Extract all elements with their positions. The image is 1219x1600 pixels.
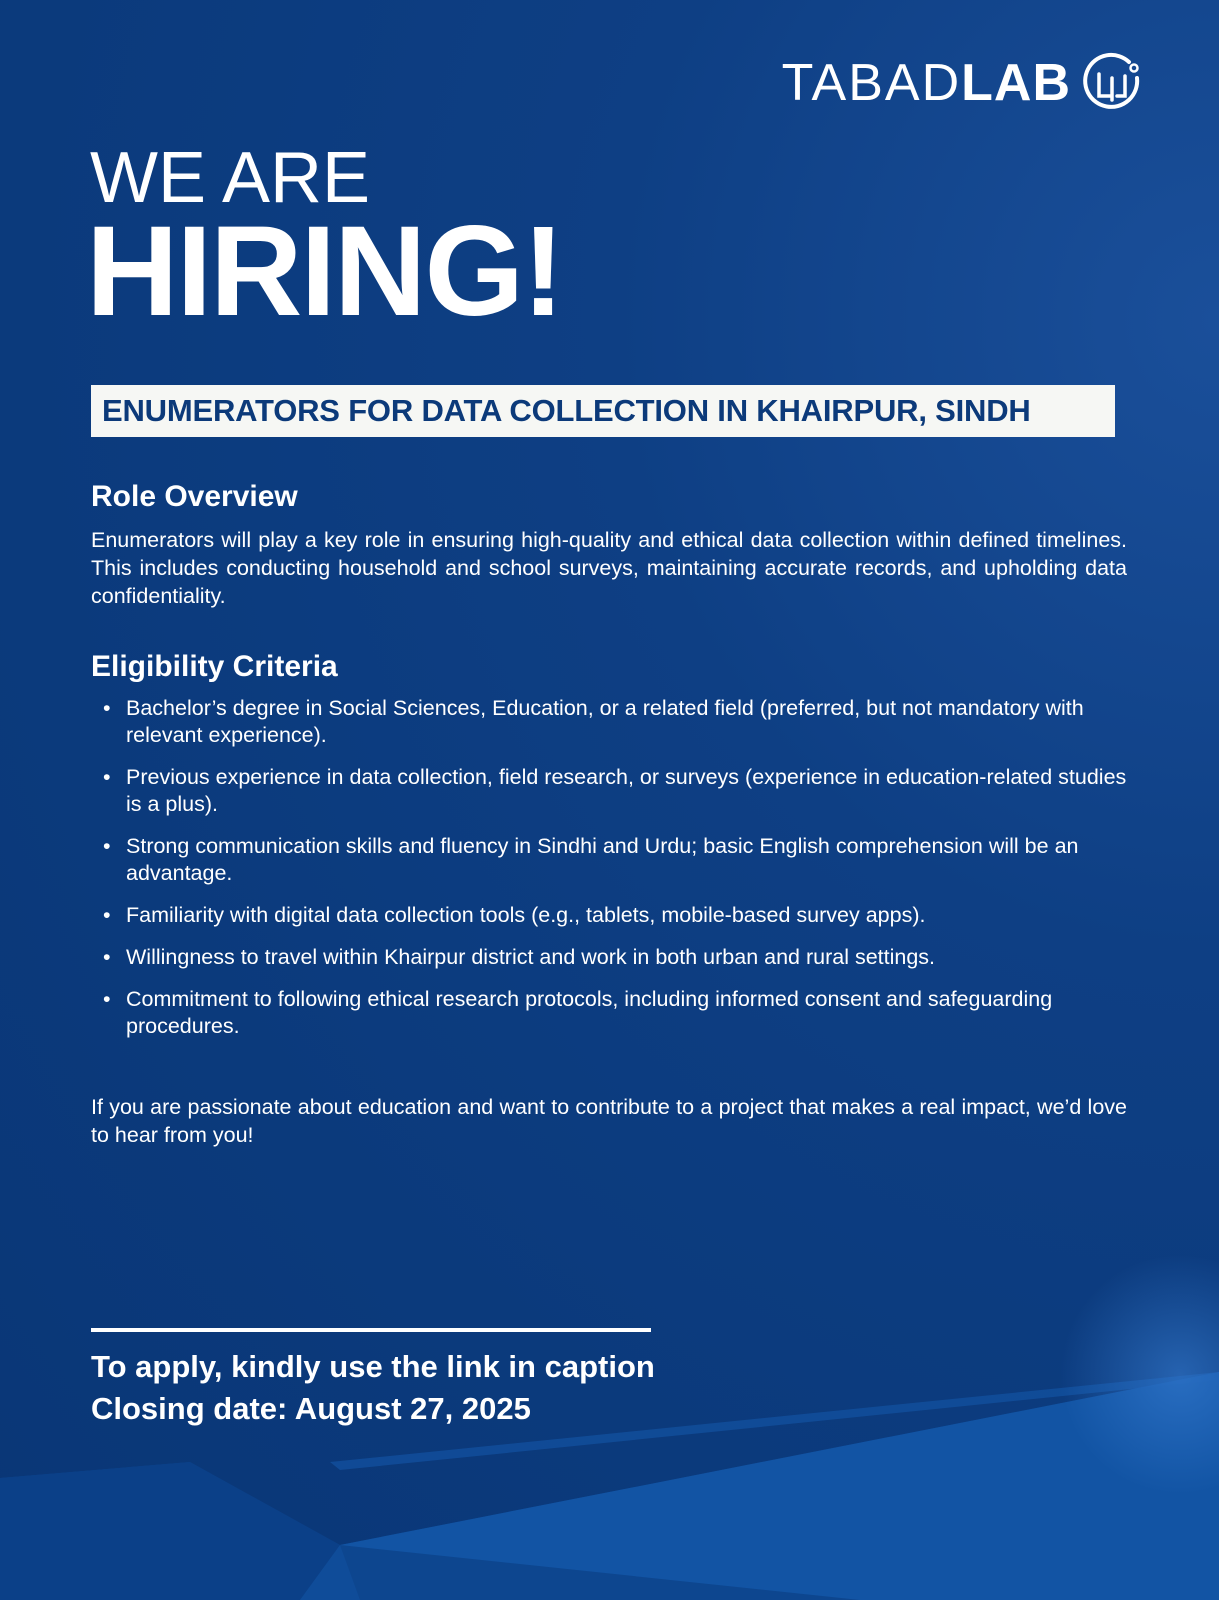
apply-instruction: To apply, kindly use the link in caption bbox=[91, 1349, 655, 1384]
headline-we-are: WE ARE bbox=[90, 138, 371, 218]
eligibility-item bbox=[91, 986, 1131, 1040]
eligibility-heading: Eligibility Criteria bbox=[91, 650, 338, 683]
eligibility-item-text: Bachelor’s degree in Social Sciences, Education, or a related field (preferred, but not mandatory with relevant experience). bbox=[126, 696, 1084, 747]
tabadlab-logo bbox=[782, 54, 1145, 112]
logo-text-lab: LAB bbox=[961, 54, 1071, 112]
eligibility-item-text: Strong communication skills and fluency in Sindhi and Urdu; basic English comprehension will be an advantage. bbox=[126, 834, 1079, 885]
eligibility-item bbox=[91, 944, 1131, 971]
eligibility-item bbox=[91, 764, 1131, 818]
bullet-icon: • bbox=[103, 903, 111, 927]
divider-line bbox=[91, 1328, 651, 1332]
eligibility-item-text: Willingness to travel within Khairpur district and work in both urban and rural settings. bbox=[126, 945, 936, 969]
bullet-icon: • bbox=[103, 834, 111, 858]
eligibility-item bbox=[91, 902, 1131, 929]
logo-text-tabad: TABAD bbox=[781, 54, 962, 112]
eligibility-item bbox=[91, 695, 1131, 749]
eligibility-list bbox=[91, 695, 1131, 1055]
role-overview-heading: Role Overview bbox=[91, 480, 298, 513]
bullet-icon: • bbox=[103, 696, 111, 720]
bullet-icon: • bbox=[103, 945, 111, 969]
headline-hiring: HIRING! bbox=[86, 200, 563, 343]
tabadlab-globe-icon bbox=[1079, 52, 1145, 114]
eligibility-item bbox=[91, 833, 1131, 887]
closing-message: If you are passionate about education and want to contribute to a project that makes a real impact, we’d love to hear from you! bbox=[91, 1095, 1127, 1147]
bg-shape-left-shard bbox=[0, 1462, 340, 1600]
position-title-box: ENUMERATORS FOR DATA COLLECTION IN KHAIRPUR, SINDH bbox=[91, 385, 1115, 437]
eligibility-item-text: Familiarity with digital data collection tools (e.g., tablets, mobile-based survey apps). bbox=[126, 903, 926, 927]
bullet-icon: • bbox=[103, 987, 111, 1011]
closing-date: Closing date: August 27, 2025 bbox=[91, 1391, 531, 1426]
eligibility-item-text: Commitment to following ethical research protocols, including informed consent and safeguarding procedures. bbox=[126, 987, 1053, 1038]
eligibility-item-text: Previous experience in data collection, field research, or surveys (experience in education-related studies is a plus). bbox=[126, 765, 1127, 816]
role-overview-text: Enumerators will play a key role in ensuring high-quality and ethical data collection within defined timelines. This includes conducting household and school surveys, maintaining accurate records, and upholding data confidentiality. bbox=[91, 528, 1127, 608]
bullet-icon: • bbox=[103, 765, 111, 789]
